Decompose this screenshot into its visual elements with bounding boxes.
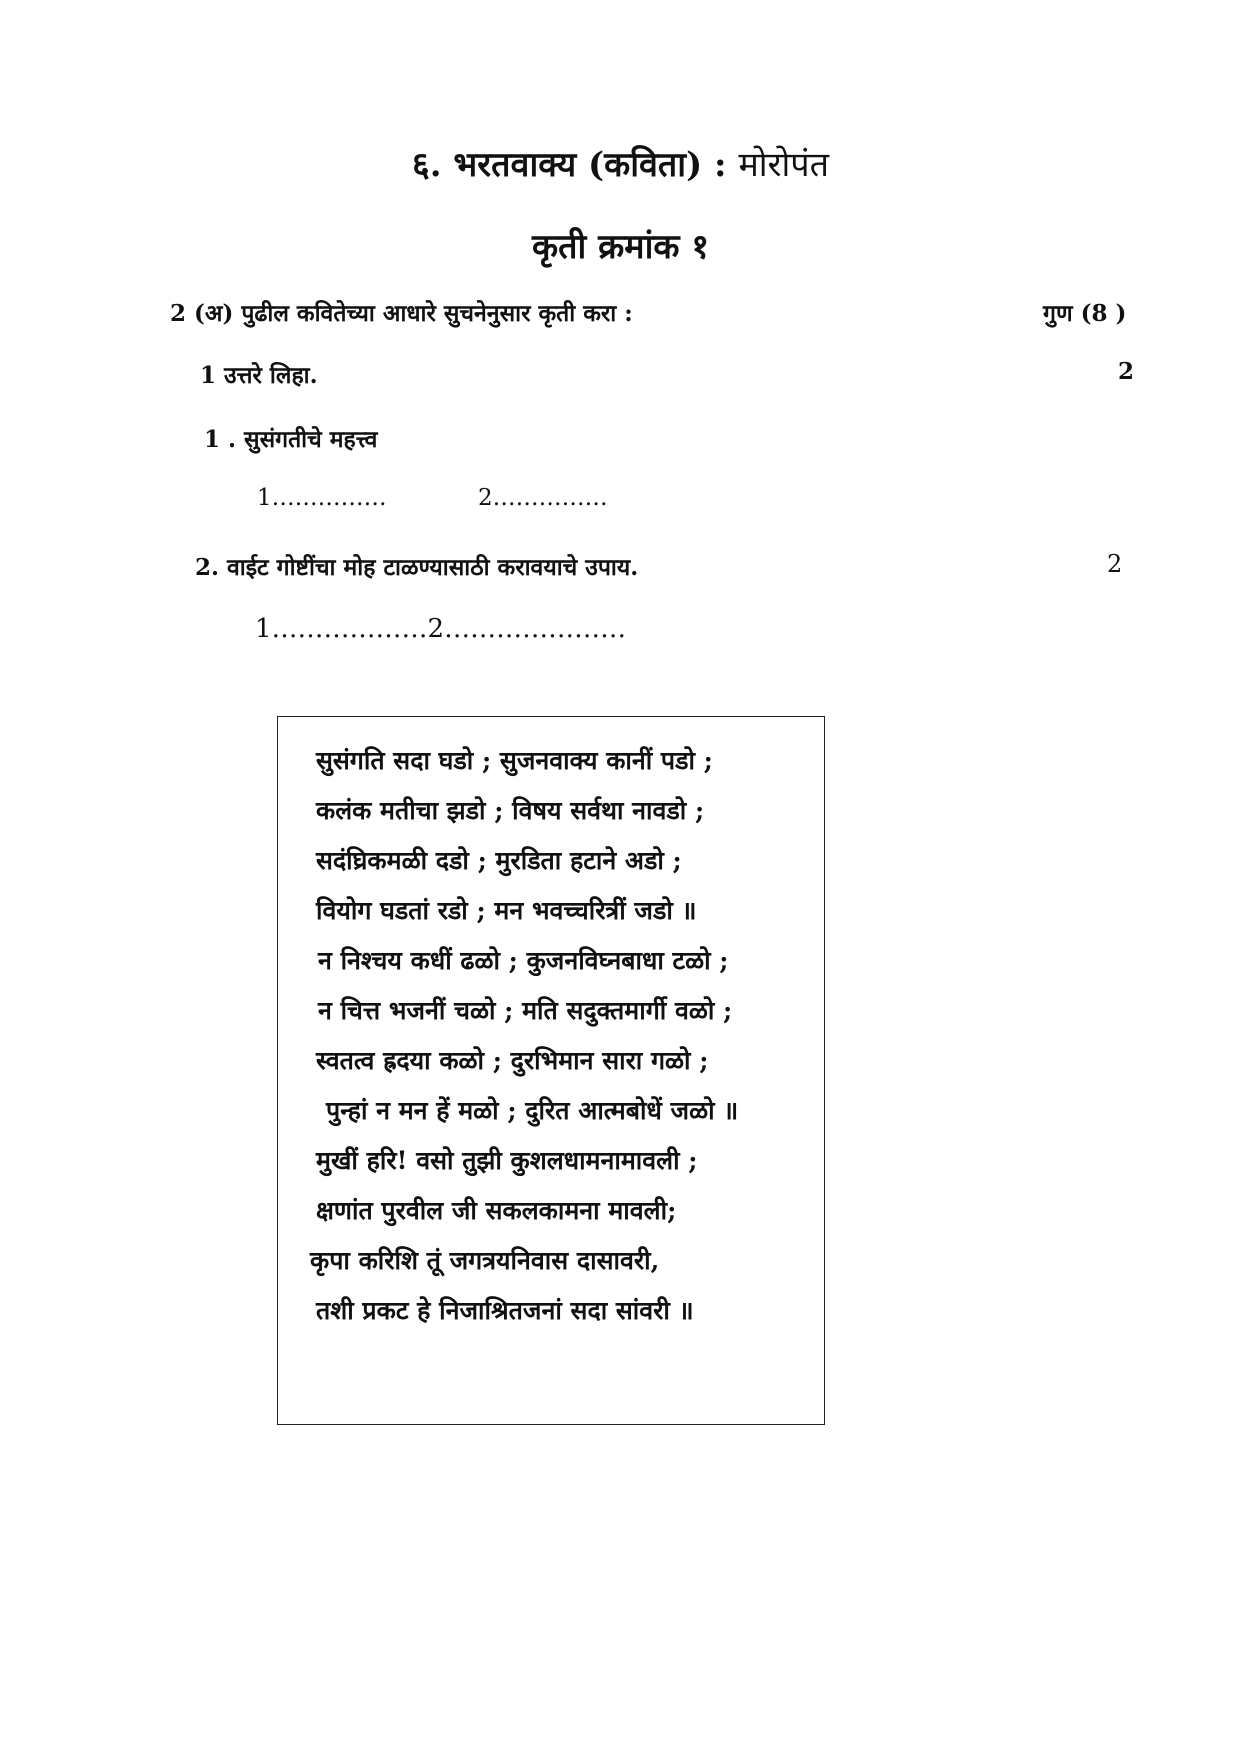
poem-line: क्षणांत पुरवील जी सकलकामना मावली; [316, 1196, 677, 1225]
question-item-2-marks: 2 [1107, 550, 1123, 578]
poem-box [277, 716, 825, 1425]
sub-question-marks: 2 [1118, 358, 1135, 385]
answer-blank-1b: 2…………… [478, 485, 608, 511]
sub-question-heading: 1 उत्तरे लिहा. [200, 362, 318, 389]
question-heading: 2 (अ) पुढील कवितेच्या आधारे सुचनेनुसार कृती करा : [170, 300, 633, 327]
poem-line: तशी प्रकट हे निजाश्रितजनां सदा सांवरी ॥ [316, 1296, 694, 1325]
poem-line: पुन्हां न मन हें मळो ; दुरित आत्मबोधें जळो ॥ [326, 1096, 739, 1125]
poem-line: कृपा करिशि तूं जगत्रयनिवास दासावरी, [310, 1246, 660, 1275]
answer-blank-1a: 1…………… [257, 485, 387, 511]
question-item-1: 1 . सुसंगतीचे महत्त्व [204, 426, 378, 453]
title-text: ६. भरतवाक्य (कविता) : [412, 145, 727, 185]
poem-line: वियोग घडतां रडो ; मन भवच्चरित्रीं जडो ॥ [316, 896, 697, 925]
poem-line: मुखीं हरि! वसो तुझी कुशलधामनामावली ; [316, 1146, 698, 1175]
activity-number: कृती क्रमांक १ [531, 227, 709, 267]
poem-line: कलंक मतीचा झडो ; विषय सर्वथा नावडो ; [316, 796, 705, 825]
poem-line: न चित्त भजनीं चळो ; मति सदुक्तमार्गी वळो ; [318, 996, 733, 1025]
poem-line: सुसंगति सदा घडो ; सुजनवाक्य कानीं पडो ; [316, 746, 713, 775]
answer-blank-2: 1………………2………………… [255, 614, 627, 644]
author-name: मोरोपंत [738, 145, 829, 185]
poem-line: स्वतत्व ह्रदया कळो ; दुरभिमान सारा गळो ; [316, 1046, 709, 1075]
poem-line: सदंघ्रिकमळी दडो ; मुरडिता हटाने अडो ; [316, 846, 682, 875]
page-title [0, 140, 1241, 186]
question-marks: गुण (8 ) [1043, 300, 1127, 327]
poem-line: न निश्चय कधीं ढळो ; कुजनविघ्नबाधा टळो ; [318, 946, 729, 975]
question-item-2: 2. वाईट गोष्टींचा मोह टाळण्यासाठी करावयाचे उपाय. [195, 554, 639, 581]
